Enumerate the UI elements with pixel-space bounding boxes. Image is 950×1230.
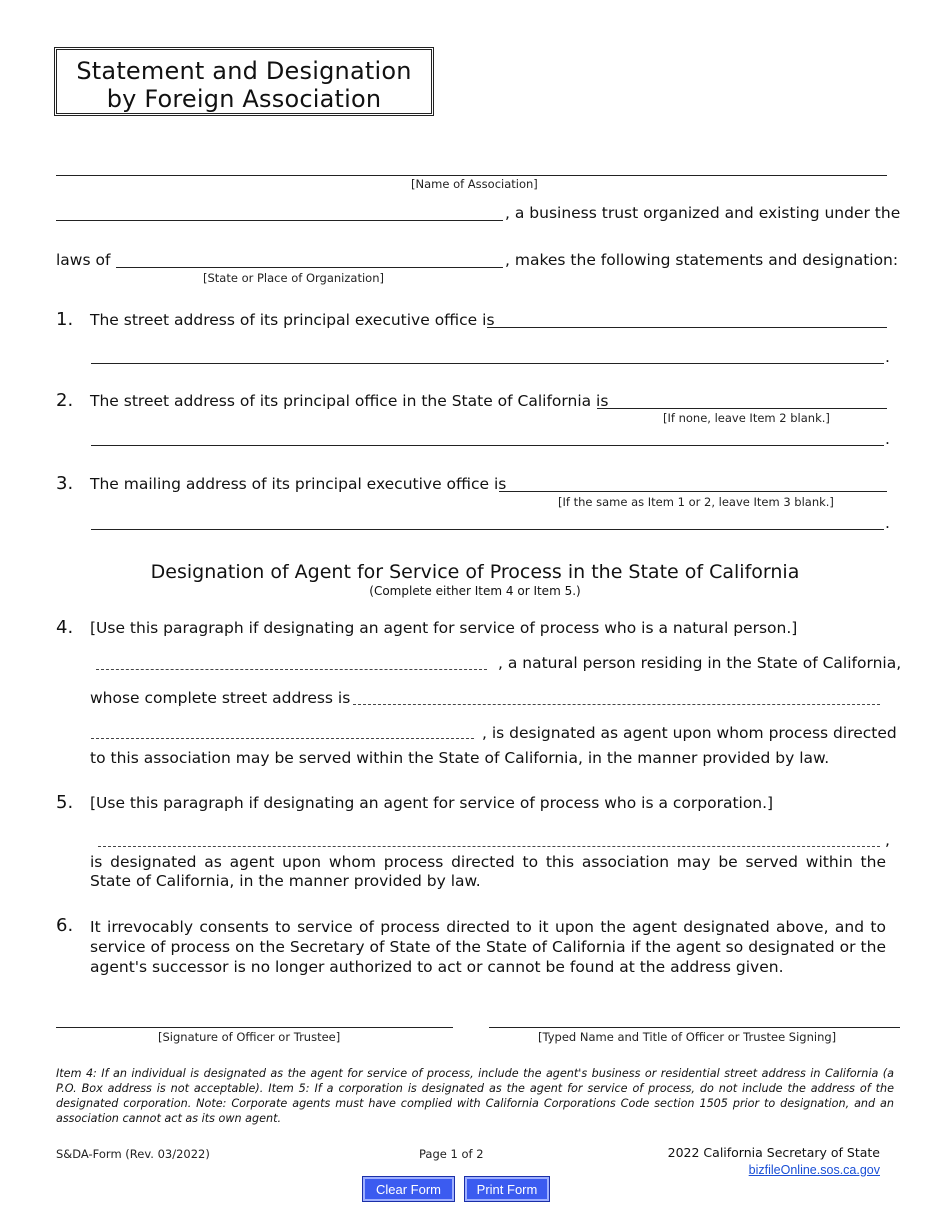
item1-address-field-2[interactable]: [91, 363, 884, 364]
item4-agent-address-field-2[interactable]: [91, 738, 474, 739]
state-of-organization-field[interactable]: [116, 267, 503, 268]
item1-address-field[interactable]: [487, 327, 887, 328]
item2-text: The street address of its principal office in the State of California is: [90, 392, 609, 410]
bizfile-link[interactable]: bizfileOnline.sos.ca.gov: [748, 1163, 880, 1177]
print-form-button[interactable]: Print Form: [465, 1177, 549, 1201]
laws-of-label: laws of: [56, 251, 111, 269]
association-name-field-2[interactable]: [56, 220, 503, 221]
item4-agent-address-field[interactable]: [353, 704, 880, 705]
typed-name-field[interactable]: [489, 1027, 900, 1028]
item4-address-label: whose complete street address is: [90, 689, 351, 707]
form-title-line2: by Foreign Association: [106, 85, 382, 113]
business-trust-text: , a business trust organized and existing under the: [505, 204, 901, 222]
item4-designated-text: , is designated as agent upon whom process directed: [482, 724, 897, 742]
signature-caption: [Signature of Officer or Trustee]: [158, 1030, 341, 1044]
item4-number: 4.: [56, 617, 74, 638]
item5-comma: ,: [885, 831, 890, 849]
item5-corporation-field[interactable]: [98, 846, 880, 847]
designation-subheading: (Complete either Item 4 or Item 5.): [369, 584, 581, 598]
item4-agent-name-field[interactable]: [96, 669, 487, 670]
item5-intro: [Use this paragraph if designating an agent for service of process who is a corporation.]: [90, 794, 774, 812]
item1-period: .: [885, 348, 890, 366]
form-title-box: [54, 47, 434, 116]
signature-field[interactable]: [56, 1027, 453, 1028]
form-title-line1: Statement and Designation: [76, 57, 412, 85]
designation-heading: Designation of Agent for Service of Process in the State of California: [150, 561, 800, 583]
clear-form-button[interactable]: Clear Form: [363, 1177, 454, 1201]
typed-name-caption: [Typed Name and Title of Officer or Trustee Signing]: [538, 1030, 837, 1044]
item1-text: The street address of its principal executive office is: [90, 311, 495, 329]
item1-number: 1.: [56, 309, 74, 330]
item3-address-field[interactable]: [499, 491, 887, 492]
item5-number: 5.: [56, 792, 74, 813]
makes-statements-text: , makes the following statements and designation:: [505, 251, 899, 269]
copyright-text: 2022 California Secretary of State: [667, 1145, 880, 1160]
item2-caption: [If none, leave Item 2 blank.]: [663, 411, 830, 425]
item3-text: The mailing address of its principal executive office is: [90, 475, 507, 493]
item6-number: 6.: [56, 915, 74, 936]
association-name-caption: [Name of Association]: [411, 177, 538, 191]
item3-number: 3.: [56, 473, 74, 494]
item3-period: .: [885, 514, 890, 532]
item4-intro: [Use this paragraph if designating an agent for service of process who is a natural person.]: [90, 619, 798, 637]
item5-text: is designated as agent upon whom process directed to this association may be served within the State of California, in the manner provided by law.: [90, 853, 886, 890]
form-id: S&DA-Form (Rev. 03/2022): [56, 1147, 210, 1161]
item2-number: 2.: [56, 390, 74, 411]
item6-text: It irrevocably consents to service of process directed to it upon the agent designated above, and to service of process on the Secretary of State of the State of California if the agent so designated or the agent's successor is no longer authorized to act or cannot be found at the address given.: [90, 918, 886, 976]
page-number: Page 1 of 2: [419, 1147, 484, 1161]
item3-caption: [If the same as Item 1 or 2, leave Item 3 blank.]: [558, 495, 834, 509]
state-caption: [State or Place of Organization]: [203, 271, 384, 285]
item2-address-field-2[interactable]: [91, 445, 884, 446]
item3-address-field-2[interactable]: [91, 529, 884, 530]
instructions-notes: Item 4: If an individual is designated as the agent for service of process, include the agent's business or residential street address in California (a P.O. Box address is not acceptable). Item 5: If a corporation is designated as the agent for service of process, do not include the address of the designated corporation. Note: Corporate agents must have complied with California Corporations Code section 1505 prior to designation, and an association cannot act as its own agent.: [56, 1067, 894, 1125]
item4-served-text: to this association may be served within the State of California, in the manner provided by law.: [90, 749, 830, 767]
item4-natural-person-text: , a natural person residing in the State of California,: [498, 654, 902, 672]
item2-address-field[interactable]: [597, 408, 887, 409]
association-name-field[interactable]: [56, 175, 887, 176]
item2-period: .: [885, 430, 890, 448]
